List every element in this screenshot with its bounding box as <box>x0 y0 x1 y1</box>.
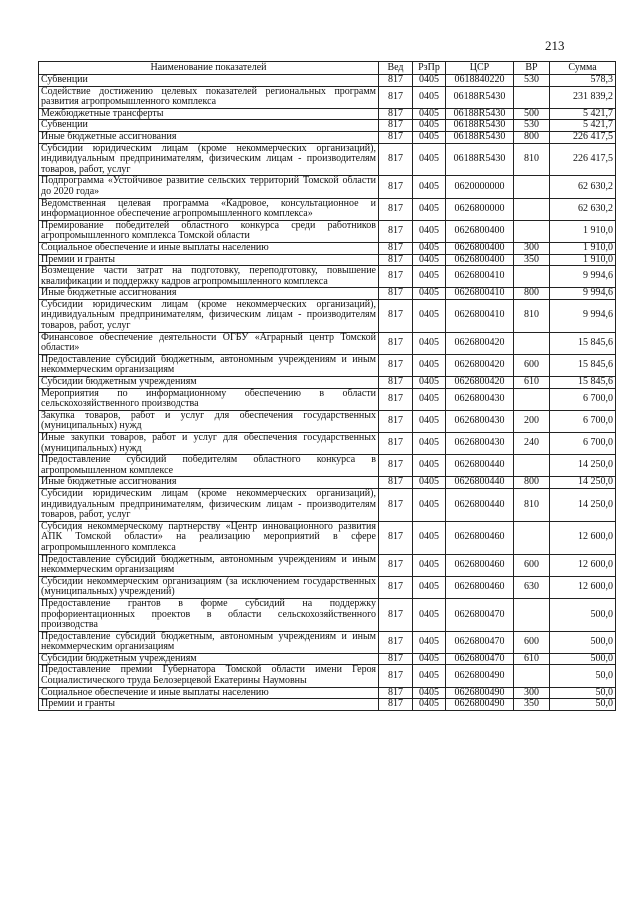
cell-name: Межбюджетные трансферты <box>39 108 379 120</box>
cell-rzpr: 0405 <box>413 86 446 108</box>
cell-name: Субсидии бюджетным учреждениям <box>39 653 379 665</box>
table-row <box>39 477 616 489</box>
cell-sum: 50,0 <box>550 699 616 711</box>
cell-ved: 817 <box>379 488 413 521</box>
cell-rzpr: 0405 <box>413 254 446 266</box>
cell-rzpr: 0405 <box>413 377 446 389</box>
cell-ved: 817 <box>379 576 413 598</box>
cell-name: Подпрограмма «Устойчивое развитие сельских территорий Томской области до 2020 года» <box>39 176 379 198</box>
table-row <box>39 699 616 711</box>
cell-name: Ведомственная целевая программа «Кадровое, консультационное и информационное обеспечение агропромышленного комплекса» <box>39 198 379 220</box>
cell-ved: 817 <box>379 120 413 132</box>
cell-rzpr: 0405 <box>413 631 446 653</box>
cell-csr: 0626800410 <box>446 288 514 300</box>
cell-name: Иные бюджетные ассигнования <box>39 131 379 143</box>
cell-csr: 0626800000 <box>446 198 514 220</box>
cell-sum: 5 421,7 <box>550 120 616 132</box>
cell-sum: 50,0 <box>550 665 616 687</box>
cell-csr: 0626800440 <box>446 477 514 489</box>
cell-name: Предоставление премии Губернатора Томской области имени Героя Социалистического труда Белозерцевой Екатерины Наумовны <box>39 665 379 687</box>
table-row <box>39 143 616 176</box>
cell-ved: 817 <box>379 143 413 176</box>
cell-name: Субсидии некоммерческим организациям (за исключением государственных (муниципальных) учреждений) <box>39 576 379 598</box>
table-row <box>39 433 616 455</box>
table-row <box>39 410 616 432</box>
cell-rzpr: 0405 <box>413 198 446 220</box>
cell-rzpr: 0405 <box>413 388 446 410</box>
cell-ved: 817 <box>379 477 413 489</box>
cell-ved: 817 <box>379 242 413 254</box>
cell-vr: 800 <box>514 131 550 143</box>
cell-ved: 817 <box>379 198 413 220</box>
cell-vr: 530 <box>514 75 550 87</box>
cell-csr: 06188R5430 <box>446 143 514 176</box>
cell-sum: 500,0 <box>550 598 616 631</box>
header-csr: ЦСР <box>446 62 514 75</box>
header-ved: Вед <box>379 62 413 75</box>
cell-rzpr: 0405 <box>413 266 446 288</box>
cell-rzpr: 0405 <box>413 665 446 687</box>
table-row <box>39 576 616 598</box>
cell-name: Мероприятия по информационному обеспечению в области сельскохозяйственного производства <box>39 388 379 410</box>
cell-csr: 0626800460 <box>446 576 514 598</box>
cell-vr <box>514 521 550 554</box>
cell-csr: 0626800420 <box>446 332 514 354</box>
cell-csr: 0626800440 <box>446 455 514 477</box>
cell-ved: 817 <box>379 332 413 354</box>
cell-rzpr: 0405 <box>413 242 446 254</box>
cell-sum: 62 630,2 <box>550 176 616 198</box>
cell-csr: 06188R5430 <box>446 131 514 143</box>
cell-rzpr: 0405 <box>413 108 446 120</box>
cell-csr: 0626800490 <box>446 665 514 687</box>
header-sum: Сумма <box>550 62 616 75</box>
cell-vr: 610 <box>514 653 550 665</box>
cell-vr: 500 <box>514 108 550 120</box>
cell-rzpr: 0405 <box>413 299 446 332</box>
table-header-row <box>39 62 616 75</box>
cell-rzpr: 0405 <box>413 488 446 521</box>
cell-csr: 0626800470 <box>446 631 514 653</box>
cell-csr: 0618840220 <box>446 75 514 87</box>
table-row <box>39 554 616 576</box>
cell-rzpr: 0405 <box>413 410 446 432</box>
cell-ved: 817 <box>379 455 413 477</box>
table-row <box>39 299 616 332</box>
cell-vr <box>514 665 550 687</box>
cell-csr: 0626800490 <box>446 687 514 699</box>
cell-name: Предоставление грантов в форме субсидий на поддержку профориентационных проектов в области сельскохозяйственного производства <box>39 598 379 631</box>
cell-vr: 350 <box>514 254 550 266</box>
cell-sum: 1 910,0 <box>550 220 616 242</box>
cell-name: Предоставление субсидий бюджетным, автономным учреждениям и иным некоммерческим организациям <box>39 354 379 376</box>
cell-rzpr: 0405 <box>413 131 446 143</box>
cell-vr: 300 <box>514 687 550 699</box>
cell-sum: 50,0 <box>550 687 616 699</box>
cell-sum: 12 600,0 <box>550 576 616 598</box>
cell-vr <box>514 455 550 477</box>
cell-name: Субсидии юридическим лицам (кроме некоммерческих организаций), индивидуальным предпринимателям, физическим лицам - производителям товаров, работ, услуг <box>39 299 379 332</box>
cell-rzpr: 0405 <box>413 75 446 87</box>
cell-ved: 817 <box>379 410 413 432</box>
cell-rzpr: 0405 <box>413 354 446 376</box>
table-row <box>39 687 616 699</box>
cell-csr: 0626800400 <box>446 220 514 242</box>
cell-name: Субсидии юридическим лицам (кроме некоммерческих организаций), индивидуальным предпринимателям, физическим лицам - производителям товаров, работ, услуг <box>39 488 379 521</box>
cell-name: Субвенции <box>39 120 379 132</box>
cell-sum: 578,3 <box>550 75 616 87</box>
table-row <box>39 665 616 687</box>
cell-rzpr: 0405 <box>413 220 446 242</box>
cell-name: Финансовое обеспечение деятельности ОГБУ «Аграрный центр Томской области» <box>39 332 379 354</box>
cell-vr <box>514 332 550 354</box>
cell-vr <box>514 86 550 108</box>
cell-name: Возмещение части затрат на подготовку, переподготовку, повышение квалификации и поддержку кадров агропромышленного комплекса <box>39 266 379 288</box>
cell-rzpr: 0405 <box>413 598 446 631</box>
cell-name: Субвенции <box>39 75 379 87</box>
cell-sum: 9 994,6 <box>550 266 616 288</box>
cell-vr <box>514 220 550 242</box>
cell-csr: 0626800440 <box>446 488 514 521</box>
cell-csr: 0626800470 <box>446 653 514 665</box>
cell-vr: 810 <box>514 488 550 521</box>
cell-name: Содействие достижению целевых показателей региональных программ развития агропромышленного комплекса <box>39 86 379 108</box>
cell-rzpr: 0405 <box>413 554 446 576</box>
cell-csr: 0626800490 <box>446 699 514 711</box>
table-row <box>39 176 616 198</box>
cell-ved: 817 <box>379 354 413 376</box>
cell-ved: 817 <box>379 131 413 143</box>
table-row <box>39 266 616 288</box>
cell-vr: 240 <box>514 433 550 455</box>
table-row <box>39 75 616 87</box>
cell-rzpr: 0405 <box>413 433 446 455</box>
table-row <box>39 120 616 132</box>
cell-ved: 817 <box>379 653 413 665</box>
cell-rzpr: 0405 <box>413 176 446 198</box>
table-row <box>39 254 616 266</box>
cell-name: Предоставление субсидий бюджетным, автономным учреждениям и иным некоммерческим организациям <box>39 554 379 576</box>
cell-sum: 500,0 <box>550 631 616 653</box>
cell-name: Социальное обеспечение и иные выплаты населению <box>39 687 379 699</box>
cell-ved: 817 <box>379 598 413 631</box>
table-row <box>39 377 616 389</box>
cell-rzpr: 0405 <box>413 521 446 554</box>
cell-ved: 817 <box>379 75 413 87</box>
cell-csr: 0626800430 <box>446 433 514 455</box>
cell-sum: 1 910,0 <box>550 242 616 254</box>
table-row <box>39 598 616 631</box>
cell-ved: 817 <box>379 388 413 410</box>
cell-sum: 6 700,0 <box>550 433 616 455</box>
cell-vr: 600 <box>514 631 550 653</box>
table-row <box>39 242 616 254</box>
cell-sum: 12 600,0 <box>550 521 616 554</box>
cell-sum: 15 845,6 <box>550 332 616 354</box>
cell-ved: 817 <box>379 665 413 687</box>
cell-vr: 610 <box>514 377 550 389</box>
cell-sum: 12 600,0 <box>550 554 616 576</box>
cell-ved: 817 <box>379 433 413 455</box>
table-row <box>39 332 616 354</box>
cell-sum: 9 994,6 <box>550 299 616 332</box>
cell-name: Закупка товаров, работ и услуг для обеспечения государственных (муниципальных) нужд <box>39 410 379 432</box>
cell-rzpr: 0405 <box>413 332 446 354</box>
cell-sum: 231 839,2 <box>550 86 616 108</box>
cell-csr: 0626800400 <box>446 242 514 254</box>
table-row <box>39 220 616 242</box>
cell-ved: 817 <box>379 687 413 699</box>
cell-ved: 817 <box>379 299 413 332</box>
cell-csr: 0626800460 <box>446 521 514 554</box>
header-rzpr: РзПр <box>413 62 446 75</box>
cell-sum: 62 630,2 <box>550 198 616 220</box>
cell-csr: 0626800400 <box>446 254 514 266</box>
cell-name: Премии и гранты <box>39 254 379 266</box>
cell-sum: 14 250,0 <box>550 477 616 489</box>
cell-name: Субсидия некоммерческому партнерству «Центр инновационного развития АПК Томской области» на реализацию мероприятий в сфере агропромышленного комплекса <box>39 521 379 554</box>
cell-vr: 810 <box>514 299 550 332</box>
cell-name: Социальное обеспечение и иные выплаты населению <box>39 242 379 254</box>
cell-name: Предоставление субсидий победителям областного конкурса в агропромышленном комплексе <box>39 455 379 477</box>
cell-vr: 300 <box>514 242 550 254</box>
cell-vr <box>514 198 550 220</box>
cell-ved: 817 <box>379 266 413 288</box>
cell-sum: 14 250,0 <box>550 455 616 477</box>
cell-csr: 0626800420 <box>446 377 514 389</box>
cell-ved: 817 <box>379 288 413 300</box>
cell-sum: 15 845,6 <box>550 377 616 389</box>
cell-rzpr: 0405 <box>413 653 446 665</box>
cell-ved: 817 <box>379 554 413 576</box>
cell-rzpr: 0405 <box>413 288 446 300</box>
cell-rzpr: 0405 <box>413 687 446 699</box>
cell-sum: 226 417,5 <box>550 143 616 176</box>
cell-vr <box>514 598 550 631</box>
table-row <box>39 131 616 143</box>
cell-csr: 0626800420 <box>446 354 514 376</box>
cell-vr: 800 <box>514 288 550 300</box>
cell-vr: 800 <box>514 477 550 489</box>
cell-vr: 530 <box>514 120 550 132</box>
cell-ved: 817 <box>379 631 413 653</box>
cell-name: Субсидии бюджетным учреждениям <box>39 377 379 389</box>
table-row <box>39 354 616 376</box>
table-row <box>39 388 616 410</box>
cell-rzpr: 0405 <box>413 143 446 176</box>
cell-sum: 6 700,0 <box>550 388 616 410</box>
cell-vr <box>514 176 550 198</box>
cell-rzpr: 0405 <box>413 576 446 598</box>
cell-ved: 817 <box>379 86 413 108</box>
table-row <box>39 455 616 477</box>
table-row <box>39 108 616 120</box>
budget-table <box>38 61 616 711</box>
cell-name: Иные закупки товаров, работ и услуг для обеспечения государственных (муниципальных) нужд <box>39 433 379 455</box>
cell-sum: 9 994,6 <box>550 288 616 300</box>
cell-ved: 817 <box>379 176 413 198</box>
table-row <box>39 631 616 653</box>
cell-vr: 350 <box>514 699 550 711</box>
header-vr: ВР <box>514 62 550 75</box>
cell-csr: 0626800460 <box>446 554 514 576</box>
cell-sum: 15 845,6 <box>550 354 616 376</box>
cell-csr: 06188R5430 <box>446 108 514 120</box>
cell-sum: 1 910,0 <box>550 254 616 266</box>
cell-vr: 600 <box>514 554 550 576</box>
table-row <box>39 198 616 220</box>
cell-name: Субсидии юридическим лицам (кроме некоммерческих организаций), индивидуальным предпринимателям, физическим лицам - производителям товаров, работ, услуг <box>39 143 379 176</box>
cell-sum: 500,0 <box>550 653 616 665</box>
table-row <box>39 521 616 554</box>
cell-csr: 0626800410 <box>446 299 514 332</box>
table-row <box>39 86 616 108</box>
cell-rzpr: 0405 <box>413 455 446 477</box>
cell-ved: 817 <box>379 699 413 711</box>
header-name: Наименование показателей <box>39 62 379 75</box>
cell-sum: 14 250,0 <box>550 488 616 521</box>
cell-vr <box>514 266 550 288</box>
table-row <box>39 488 616 521</box>
cell-sum: 226 417,5 <box>550 131 616 143</box>
cell-sum: 6 700,0 <box>550 410 616 432</box>
cell-name: Премии и гранты <box>39 699 379 711</box>
cell-rzpr: 0405 <box>413 699 446 711</box>
cell-rzpr: 0405 <box>413 477 446 489</box>
page-number: 213 <box>545 38 565 53</box>
cell-csr: 06188R5430 <box>446 120 514 132</box>
table-row <box>39 288 616 300</box>
cell-csr: 0626800470 <box>446 598 514 631</box>
cell-sum: 5 421,7 <box>550 108 616 120</box>
cell-ved: 817 <box>379 220 413 242</box>
cell-csr: 0626800430 <box>446 388 514 410</box>
cell-ved: 817 <box>379 377 413 389</box>
cell-csr: 0620000000 <box>446 176 514 198</box>
cell-name: Иные бюджетные ассигнования <box>39 288 379 300</box>
cell-ved: 817 <box>379 108 413 120</box>
cell-ved: 817 <box>379 254 413 266</box>
cell-vr: 600 <box>514 354 550 376</box>
cell-ved: 817 <box>379 521 413 554</box>
cell-csr: 0626800430 <box>446 410 514 432</box>
cell-rzpr: 0405 <box>413 120 446 132</box>
cell-csr: 06188R5430 <box>446 86 514 108</box>
cell-vr: 200 <box>514 410 550 432</box>
cell-name: Предоставление субсидий бюджетным, автономным учреждениям и иным некоммерческим организациям <box>39 631 379 653</box>
cell-name: Премирование победителей областного конкурса среди работников агропромышленного комплекса Томской области <box>39 220 379 242</box>
cell-vr <box>514 388 550 410</box>
table-row <box>39 653 616 665</box>
cell-name: Иные бюджетные ассигнования <box>39 477 379 489</box>
cell-vr: 810 <box>514 143 550 176</box>
cell-csr: 0626800410 <box>446 266 514 288</box>
cell-vr: 630 <box>514 576 550 598</box>
